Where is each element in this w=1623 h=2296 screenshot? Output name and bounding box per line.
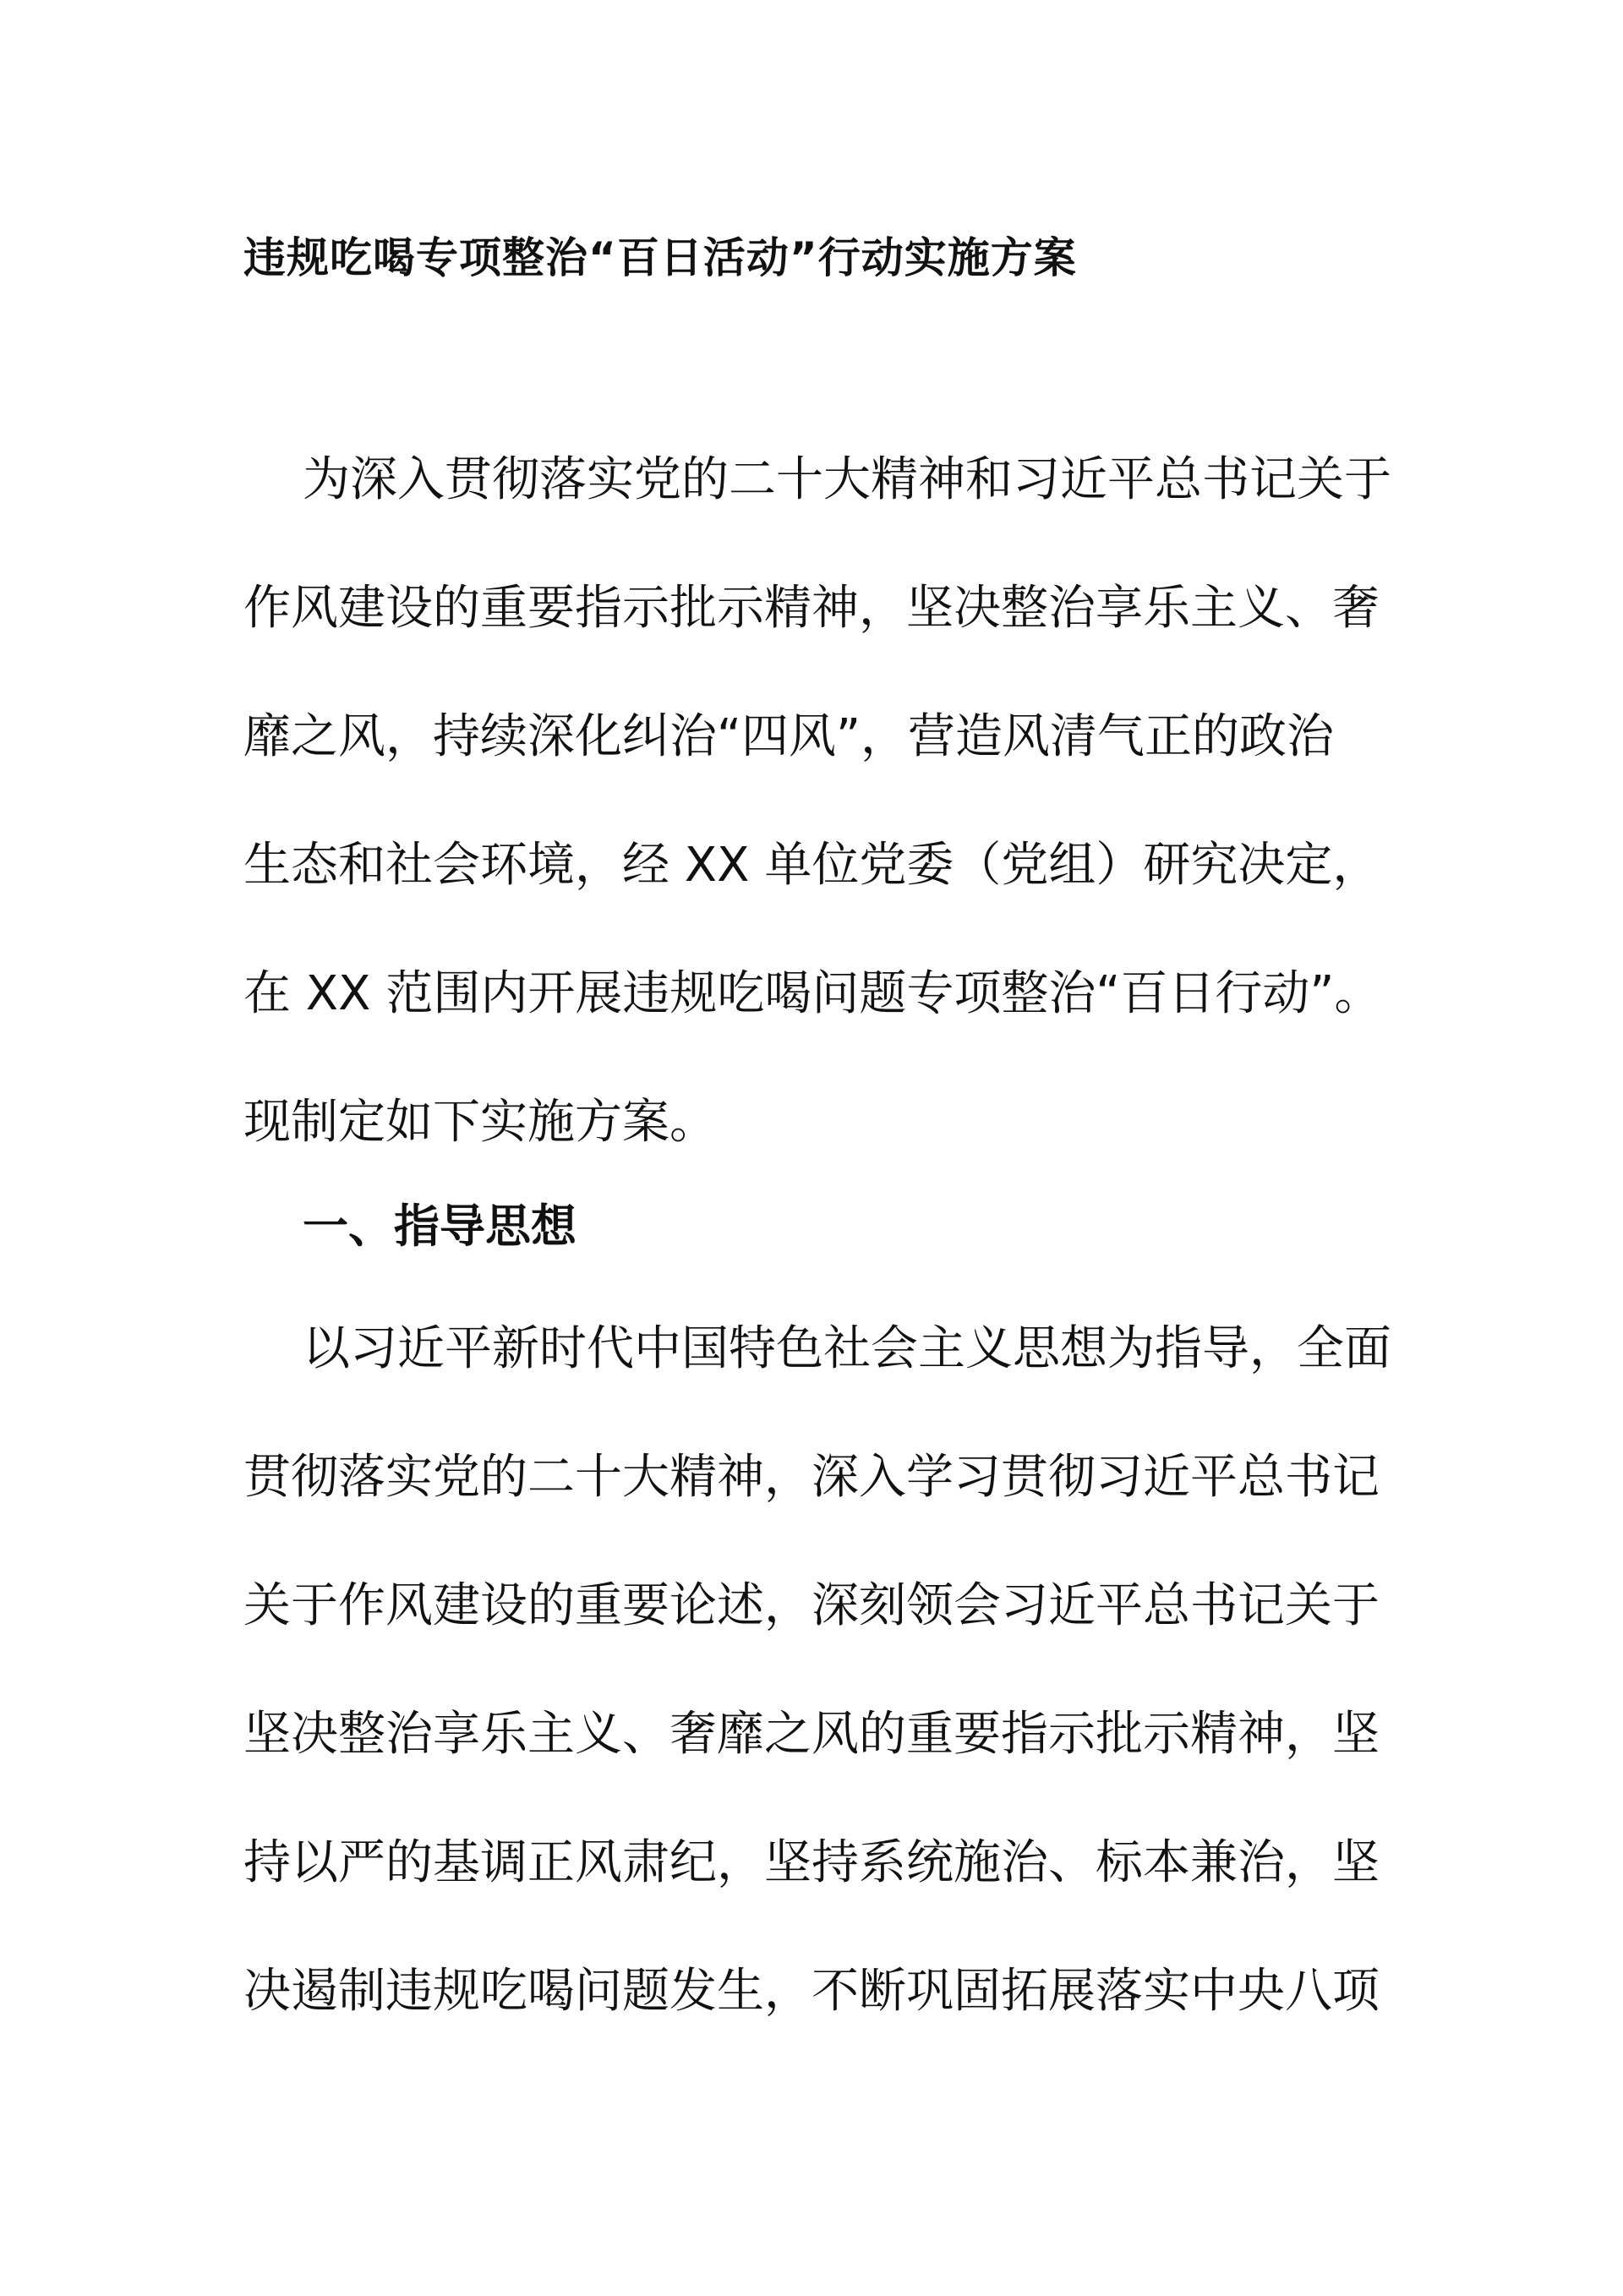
paragraph-line: 以习近平新时代中国特色社会主义思想为指导，全面 <box>303 1321 1391 1376</box>
paragraph-line: 现制定如下实施方案。 <box>243 1095 717 1150</box>
paragraph-line: 持以严的基调正风肃纪，坚持系统施治、标本兼治，坚 <box>243 1835 1380 1890</box>
intro-paragraph <box>243 416 1410 1187</box>
paragraph-line: 贯彻落实党的二十大精神，深入学习贯彻习近平总书记 <box>243 1450 1380 1505</box>
section-heading-guiding-ideology: 一、指导思想 <box>303 1200 577 1253</box>
paragraph-line: 靡之风，持续深化纠治“四风”，营造风清气正的政治 <box>243 709 1335 764</box>
paragraph-line: 为深入贯彻落实党的二十大精神和习近平总书记关于 <box>303 452 1391 507</box>
guiding-ideology-paragraph <box>243 1285 1410 2056</box>
paragraph-line: 生态和社会环境，经 XX 单位党委（党组）研究决定， <box>243 838 1380 893</box>
document-title: 违规吃喝专项整治“百日活动”行动实施方案 <box>243 233 1077 282</box>
paragraph-line: 坚决整治享乐主义、奢靡之风的重要指示批示精神，坚 <box>243 1707 1380 1762</box>
paragraph-line: 决遏制违规吃喝问题发生，不断巩固拓展落实中央八项 <box>243 1964 1380 2019</box>
paragraph-line: 关于作风建设的重要论述，深刻领会习近平总书记关于 <box>243 1578 1380 1633</box>
paragraph-line: 在 XX 范围内开展违规吃喝问题专项整治“百日行动”。 <box>243 966 1382 1021</box>
paragraph-line: 作风建设的重要指示批示精神，坚决整治享乐主义、奢 <box>243 581 1380 636</box>
